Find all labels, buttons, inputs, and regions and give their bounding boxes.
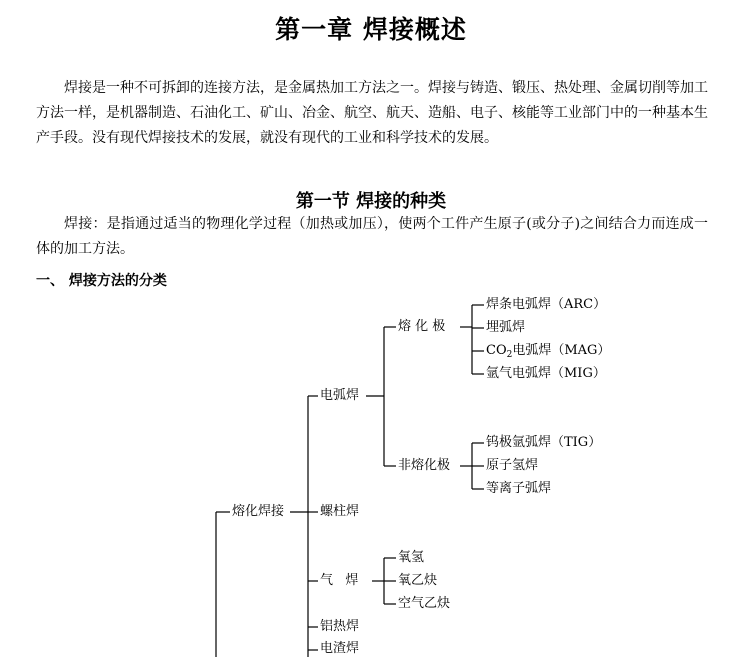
tree-node-stud-welding: 螺柱焊 [320, 504, 360, 519]
tree-node-gas-welding: 气 焊 [320, 573, 359, 588]
subsection-heading: 一、 焊接方法的分类 [36, 273, 167, 289]
section-title: 第一节 焊接的种类 [295, 191, 447, 212]
tree-leaf-tig: 钨极氩弧焊（TIG） [486, 435, 602, 450]
chapter-title: 第一章 焊接概述 [275, 15, 467, 44]
intro-paragraph: 焊接是一种不可拆卸的连接方法，是金属热加工方法之一。焊接与铸造、锻压、热处理、金属切削等加工方法一样，是机器制造、石油化工、矿山、冶金、航空、航天、造船、电子、核能等工业部门中的一种基本生产手段。没有现代焊接技术的发展，就没有现代的工业和科学技术的发展。 [36, 80, 708, 146]
tree-leaf-air-acetylene: 空气乙炔 [398, 596, 451, 611]
tree-node-consumable-electrode: 熔 化 极 [398, 319, 446, 334]
co2-subscript: 2 [506, 350, 513, 360]
tree-leaf-co2-arc [484, 343, 612, 360]
tree-node-electroslag-welding: 电渣焊 [320, 641, 360, 656]
tree-leaf-saw: 埋弧焊 [486, 320, 526, 335]
tree-leaf-oxyhydrogen: 氧氢 [398, 550, 425, 565]
tree-node-thermite-welding: 铝热焊 [320, 619, 360, 634]
tree-leaf-oxyacetylene: 氧乙炔 [398, 573, 438, 588]
definition-paragraph: 焊接：是指通过适当的物理化学过程（加热或加压），使两个工件产生原子(或分子)之间结合力而连成一体的加工方法。 [36, 216, 708, 257]
tree-node-nonconsumable-electrode: 非熔化极 [398, 458, 451, 473]
co2-suffix: 电弧焊（MAG） [512, 343, 611, 358]
tree-leaf-argon-arc: 氩气电弧焊（MIG） [486, 366, 606, 381]
tree-leaf-atomic-hydrogen: 原子氢焊 [486, 458, 539, 473]
tree-node-arc-welding: 电弧焊 [320, 388, 360, 403]
tree-leaf-plasma-arc: 等离子弧焊 [486, 481, 552, 496]
tree-leaf-smaw: 焊条电弧焊（ARC） [486, 297, 607, 312]
co2-prefix: CO [486, 343, 507, 358]
tree-node-root: 熔化焊接 [232, 504, 285, 519]
